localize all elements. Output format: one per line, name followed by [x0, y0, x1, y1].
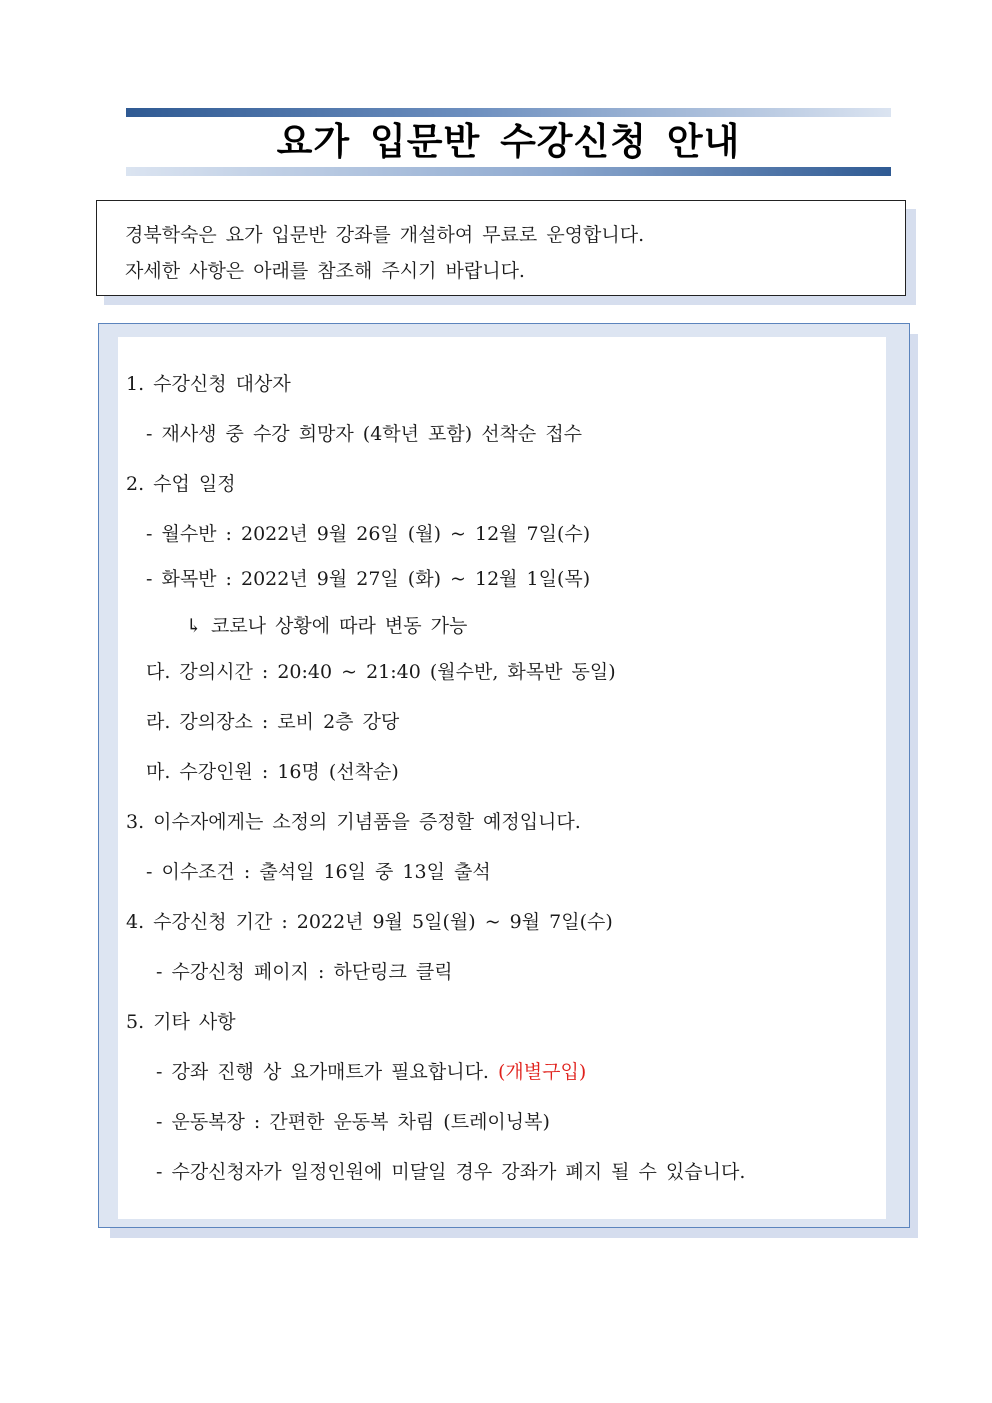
- section-5-item-mat-text: - 강좌 진행 상 요가매트가 필요합니다.: [156, 1061, 489, 1083]
- intro-line-1: 경북학숙은 요가 입문반 강좌를 개설하여 무료로 운영합니다.: [125, 224, 645, 246]
- section-2-item-monwed: - 월수반 : 2022년 9월 26일 (월) ~ 12월 7일(수): [146, 523, 591, 545]
- section-5-heading: 5. 기타 사항: [126, 1011, 236, 1033]
- section-5-item-clothing: - 운동복장 : 간편한 운동복 차림 (트레이닝복): [156, 1111, 550, 1133]
- section-2-heading: 2. 수업 일정: [126, 473, 236, 495]
- section-4-item-page: - 수강신청 페이지 : 하단링크 클릭: [156, 961, 453, 983]
- intro-line-2: 자세한 사항은 아래를 참조해 주시기 바랍니다.: [125, 260, 525, 282]
- section-5-item-mat: [156, 1060, 586, 1084]
- section-4-heading: 4. 수강신청 기간 : 2022년 9월 5일(월) ~ 9월 7일(수): [126, 911, 613, 933]
- title-bar-bottom: [126, 167, 891, 176]
- section-2-item-time: 다. 강의시간 : 20:40 ~ 21:40 (월수반, 화목반 동일): [146, 661, 616, 683]
- section-2-item-capacity: 마. 수강인원 : 16명 (선착순): [146, 761, 399, 783]
- section-5-item-mat-note: (개별구입): [498, 1061, 587, 1083]
- section-3-item-condition: - 이수조건 : 출석일 16일 중 13일 출석: [146, 861, 491, 883]
- section-1-heading: 1. 수강신청 대상자: [126, 373, 291, 395]
- section-2-note-covid: ↳ 코로나 상황에 따라 변동 가능: [186, 615, 468, 637]
- section-5-item-cancellation: - 수강신청자가 일정인원에 미달일 경우 강좌가 폐지 될 수 있습니다.: [156, 1161, 746, 1183]
- page-title: 요가 입문반 수강신청 안내: [276, 120, 741, 163]
- intro-box: [96, 200, 906, 296]
- section-2-item-place: 라. 강의장소 : 로비 2층 강당: [146, 711, 400, 733]
- section-1-item-target: - 재사생 중 수강 희망자 (4학년 포함) 선착순 접수: [146, 423, 583, 445]
- section-3-heading: 3. 이수자에게는 소정의 기념품을 증정할 예정입니다.: [126, 811, 581, 833]
- section-2-item-tuethu: - 화목반 : 2022년 9월 27일 (화) ~ 12월 1일(목): [146, 568, 591, 590]
